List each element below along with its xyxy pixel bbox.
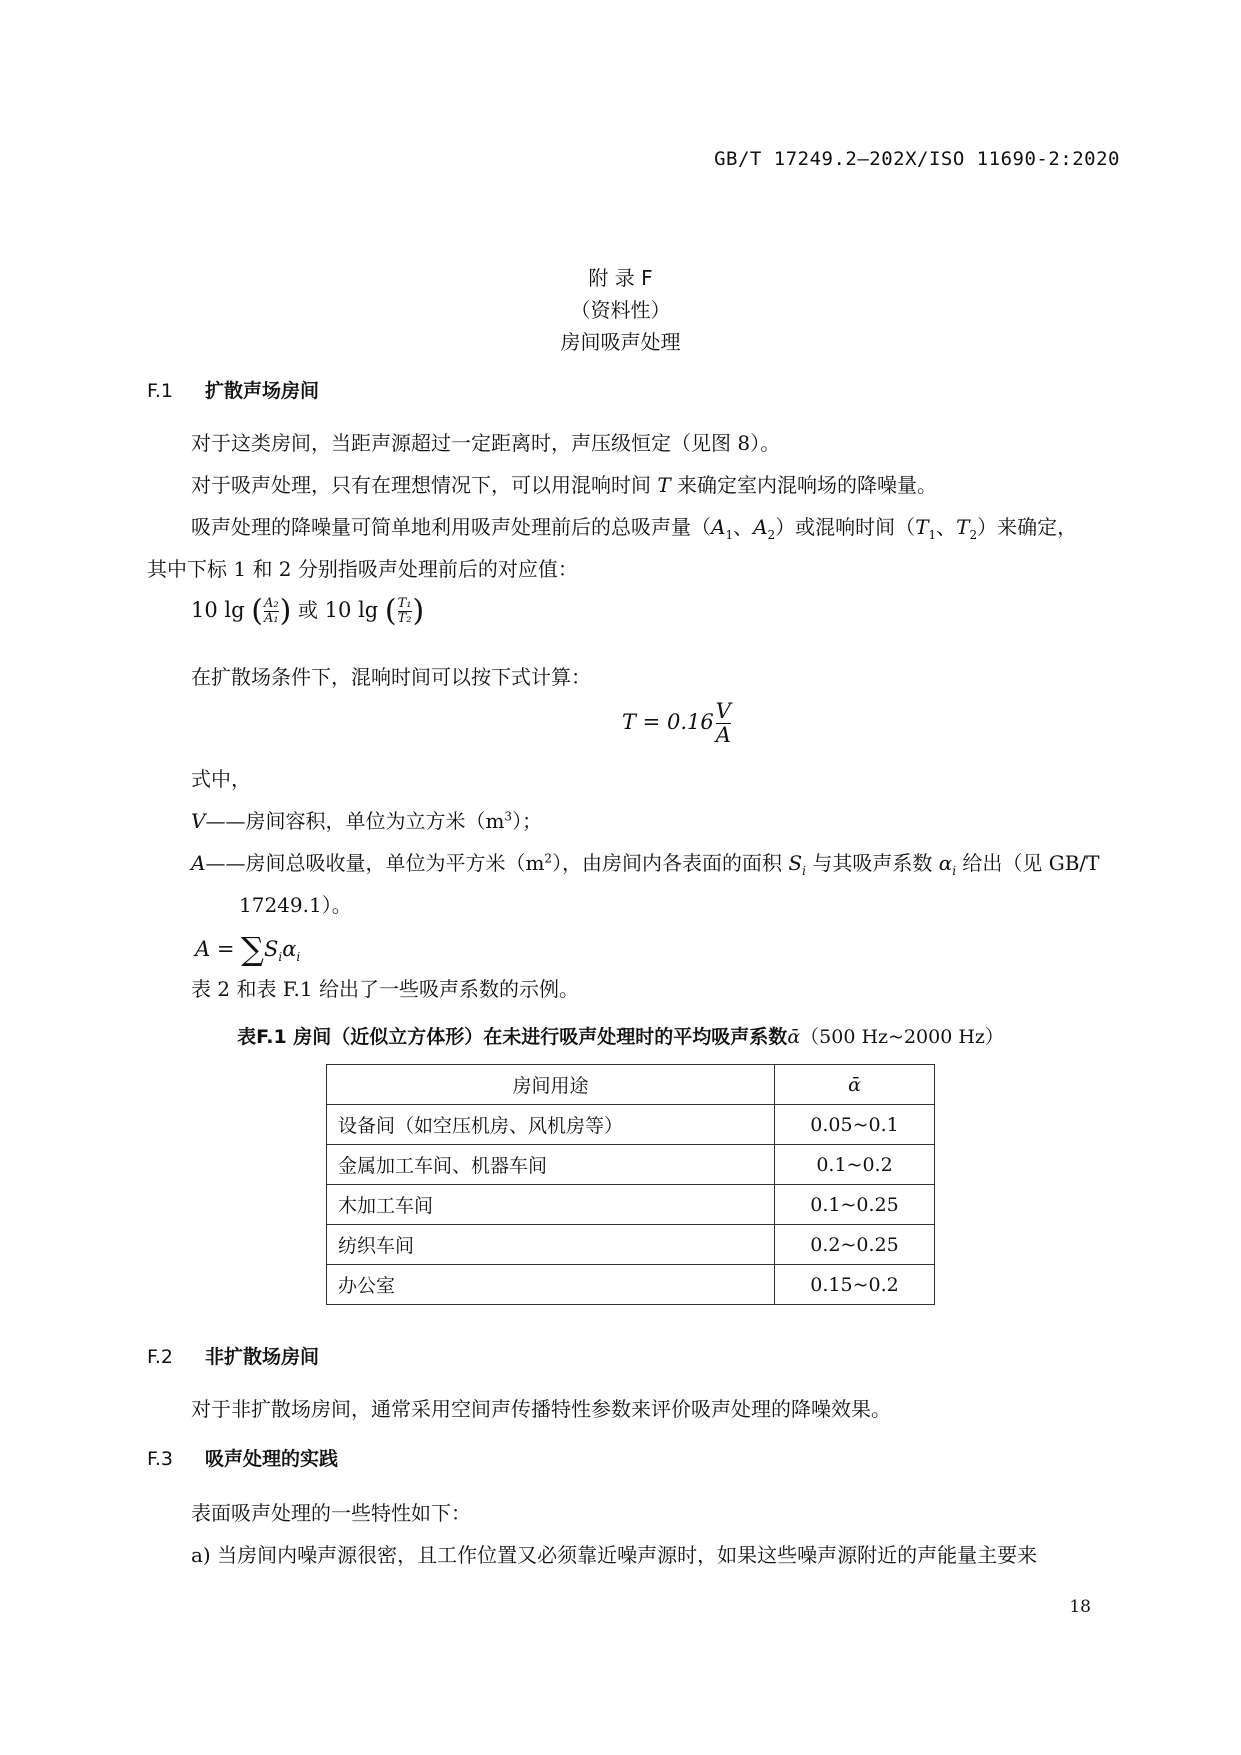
- table-cell-room: 纺织车间: [327, 1225, 775, 1265]
- table-header-room-use: 房间用途: [327, 1065, 775, 1105]
- table-caption: 表F.1 房间（近似立方体形）在未进行吸声处理时的平均吸声系数ᾱ（500 Hz~2000 Hz）: [237, 1026, 1004, 1048]
- table-row: [327, 1185, 935, 1225]
- f3-list-item-a: a) 当房间内噪声源很密，且工作位置又必须靠近噪声源时，如果这些噪声源附近的声能量主要来: [191, 1543, 1038, 1567]
- table-cell-value: 0.05~0.1: [775, 1105, 935, 1145]
- absorption-coefficient-table: [326, 1064, 935, 1305]
- formula-reverberation-time: T = 0.16 $\frac{V}{A}$: [622, 699, 731, 748]
- section-f3-heading: [147, 1444, 338, 1471]
- appendix-nature: （资料性）: [570, 298, 671, 322]
- definition-a-continued: 17249.1）。: [239, 893, 352, 917]
- section-f3-title: 吸声处理的实践: [205, 1448, 339, 1470]
- appendix-label: 附 录 F: [588, 266, 653, 290]
- definition-v: V——房间容积，单位为立方米$(m^3)$；: [191, 809, 543, 833]
- f1-paragraph-1: 对于这类房间，当距声源超过一定距离时，声压级恒定（见图 8）。: [191, 431, 781, 455]
- section-f2-heading: [147, 1342, 319, 1369]
- section-f1-title: 扩散声场房间: [205, 380, 320, 402]
- section-f2-number: F.2: [147, 1346, 174, 1368]
- table-row: [327, 1265, 935, 1305]
- table-header-row: [327, 1065, 935, 1105]
- document-header: GB/T 17249.2—202X/ISO 11690-2:2020: [714, 148, 1120, 170]
- f1-paragraph-4: 其中下标 1 和 2 分别指吸声处理前后的对应值：: [147, 557, 578, 581]
- table-cell-room: 办公室: [327, 1265, 775, 1305]
- page-number: 18: [1069, 1597, 1091, 1617]
- table-cell-room: 木加工车间: [327, 1185, 775, 1225]
- formula-total-absorption: $A = \sum S_i\alpha_i$: [195, 930, 301, 968]
- table-row: [327, 1145, 935, 1185]
- table-cell-room: 设备间（如空压机房、风机房等）: [327, 1105, 775, 1145]
- formula-noise-reduction: 10 lg ( $\frac{\text{A₂}}{\text{A₁}}$ ) 或 10 lg ( $\frac{\text{T₁}}{\text{T₂}}$ ): [191, 593, 425, 629]
- f1-paragraph-5: 在扩散场条件下，混响时间可以按下式计算：: [191, 665, 591, 689]
- table-cell-value: 0.15~0.2: [775, 1265, 935, 1305]
- f1-paragraph-6: 表 2 和表 F.1 给出了一些吸声系数的示例。: [191, 977, 579, 1001]
- appendix-title: 房间吸声处理: [560, 330, 681, 354]
- section-f2-title: 非扩散场房间: [205, 1346, 320, 1368]
- definition-a: A——房间总吸收量，单位为平方米$(m^2)$，由房间内各表面的面积 $S_i$ 与其吸声系数 $\alpha_i$ 给出（见 GB/T: [191, 851, 1100, 878]
- table-row: [327, 1105, 935, 1145]
- where-label: 式中，: [191, 767, 251, 791]
- table-cell-room: 金属加工车间、机器车间: [327, 1145, 775, 1185]
- f2-paragraph-1: 对于非扩散场房间，通常采用空间声传播特性参数来评价吸声处理的降噪效果。: [191, 1397, 891, 1421]
- section-f1-number: F.1: [147, 380, 174, 402]
- f1-paragraph-3: 吸声处理的降噪量可简单地利用吸声处理前后的总吸声量（$A_1$、$A_2$）或混响时间（$T_1$、$T_2$）来确定，: [191, 515, 1078, 542]
- f1-paragraph-2: 对于吸声处理，只有在理想情况下，可以用混响时间 T 来确定室内混响场的降噪量。: [191, 473, 938, 497]
- section-f3-number: F.3: [147, 1448, 174, 1470]
- table-cell-value: 0.2~0.25: [775, 1225, 935, 1265]
- f3-paragraph-1: 表面吸声处理的一些特性如下：: [191, 1501, 471, 1525]
- table-row: [327, 1225, 935, 1265]
- table-cell-value: 0.1~0.2: [775, 1145, 935, 1185]
- table-header-alpha: ᾱ: [775, 1065, 935, 1105]
- table-cell-value: 0.1~0.25: [775, 1185, 935, 1225]
- section-f1-heading: [147, 376, 319, 403]
